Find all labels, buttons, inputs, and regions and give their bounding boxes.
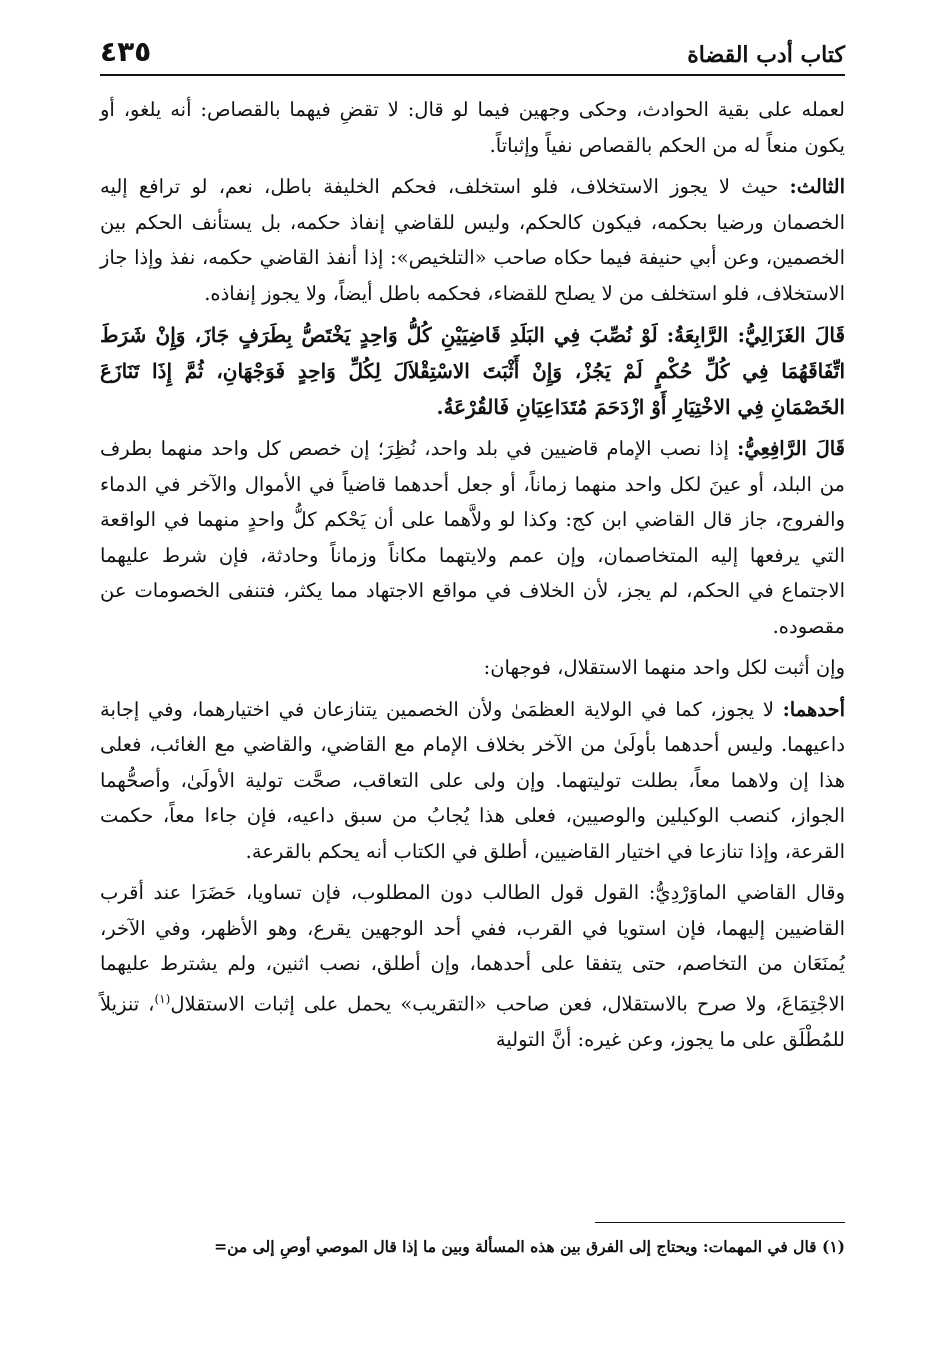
paragraph-text-tail: ، تنزيلاً للمُطْلَق على ما يجوز، وعن غيره: أنَّ التولية — [100, 992, 845, 1051]
running-title: كتاب أدب القضاة — [687, 42, 845, 68]
quote-label: قَالَ الغَزَالِيُّ: — [737, 323, 846, 347]
paragraph-third — [100, 169, 845, 311]
page-number: ٤٣٥ — [100, 35, 152, 68]
quote-text: الرَّابِعَةُ: لَوْ نُصِّبَ فِي البَلَدِ قَاضِيَيْنِ كُلُّ وَاحِدٍ يَخْتَصُّ بِطَرَفٍ جَازَ، وَإِنْ شَرَطَ اتِّفَاقَهُمَا فِي كُلِّ حُكْمٍ لَمْ يَجُزْ، وَإِنْ أَثْبَتَ الاسْتِقْلاَلَ لِكُلِّ وَاحِدٍ فَوَجْهَانِ، ثُمَّ إِذَا تَنَازَعَ الخَصْمَانِ فِي الاخْتِيَارِ أَوْ ازْدَحَمَ مُتَدَاعِيَانِ فَالقُرْعَةُ. — [100, 323, 845, 419]
paragraph-text: وقال القاضي الماوَرْدِيُّ: القول قول الطالب دون المطلوب، فإن تساويا، حَضَرَا عند أقرب القاضيين إليهما، فإن استويا في القرب، ففي أحد الوجهين يقرع، وهو الأظهر، وفي الآخر، يُمنَعَان من التخاصم، حتى يتفقا على أحدهما، وإن أطلق، نصب اثنين، ولم يشترط عليهما الاجْتِمَاعَ، ولا صرح بالاستقلال، فعن صاحب «التقريب» يحمل على إثبات الاستقلال — [100, 881, 845, 1015]
paragraph-label: الثالث: — [789, 175, 845, 198]
footnote-reference[interactable]: (١) — [154, 991, 171, 1006]
footnote-marker: (١) — [821, 1237, 845, 1256]
rafii-commentary — [100, 431, 845, 644]
ghazali-quote — [100, 317, 845, 425]
commentary-label: قَالَ الرَّافِعِيُّ: — [737, 437, 846, 460]
paragraph-first-view — [100, 692, 845, 870]
paragraph-two-views: وإن أثبت لكل واحد منهما الاستقلال، فوجهان: — [483, 656, 845, 679]
footnote-rule — [595, 1222, 845, 1223]
header-rule — [100, 74, 845, 76]
paragraph-text: لا يجوز، كما في الولاية العظمَىٰ ولأن الخصمين يتنازعان في اختيارهما، وفي إجابة داعيهما. وليس أحدهما بأولَىٰ من الآخر بخلاف الإمام مع القاضي، والقاضي مع الغائب، فعلى هذا إن ولاهما معاً، بطلت توليتهما. وإن ولى على التعاقب، صحَّت تولية الأولَىٰ، وأصحُّهما الجواز، كنصب الوكيلين والوصيين، فعلى هذا يُجابُ من سبق داعيه، فإن جاءا معاً، حكمت القرعة، وإذا تنازعا في اختيار القاضيين، أطلق في الكتاب أنه يحكم بالقرعة. — [100, 697, 845, 863]
page-header — [100, 26, 845, 68]
paragraph-label: أحدهما: — [782, 697, 845, 721]
paragraph-continuation: لعمله على بقية الحوادث، وحكى وجهين فيما لو قال: لا تقضِ فيهما بالقصاص: أنه يلغو، أو يكون منعاً له من الحكم بالقصاص نفياً وإثباتاً. — [100, 98, 845, 157]
commentary-text: إذا نصب الإمام قاضيين في بلد واحد، نُظِرَ؛ إن خصص كل واحد منهما بطرف من البلد، أو عينَ لكل واحد منهما زماناً، أو جعل أحدهما قاضياً في الأموال والآخر في الدماء والفروج، جاز قال القاضي ابن كج: وكذا لو ولاَّهما على أن يَحْكم كلُّ واحدٍ منهما في الواقعة التي يرفعها إليه المتخاصمان، وإن عمم ولايتهما مكاناً وزماناً وحادثة، فإن شرط عليهما الاجتماع في الحكم، لم يجز، لأن الخلاف في مواقع الاجتهاد مما يكثر، فتنفى الخصومات عن مقصوده. — [100, 437, 845, 638]
footnote-text: قال في المهمات: ويحتاج إلى الفرق بين هذه المسألة وبين ما إذا قال الموصي أوصِ إلى من= — [214, 1237, 817, 1256]
paragraph-mawardi — [100, 875, 845, 1057]
main-text — [100, 92, 845, 1063]
footnote — [100, 1234, 845, 1260]
paragraph-text: حيث لا يجوز الاستخلاف، فلو استخلف، فحكم الخليفة باطل، نعم، لو ترافع إليه الخصمان ورضيا بحكمه، فيكون كالحكم، وليس للقاضي إنفاذ حكمه، بل يستأنف الحكم بين الخصمين، وعن أبي حنيفة فيما حكاه صاحب «التلخيص»: إذا أنفذ القاضي حكمه، نفذ وإذا جاز الاستخلاف، فلو استخلف من لا يصلح للقضاء، فحكمه باطل أيضاً، ولا يجوز إنفاذه. — [100, 175, 845, 305]
